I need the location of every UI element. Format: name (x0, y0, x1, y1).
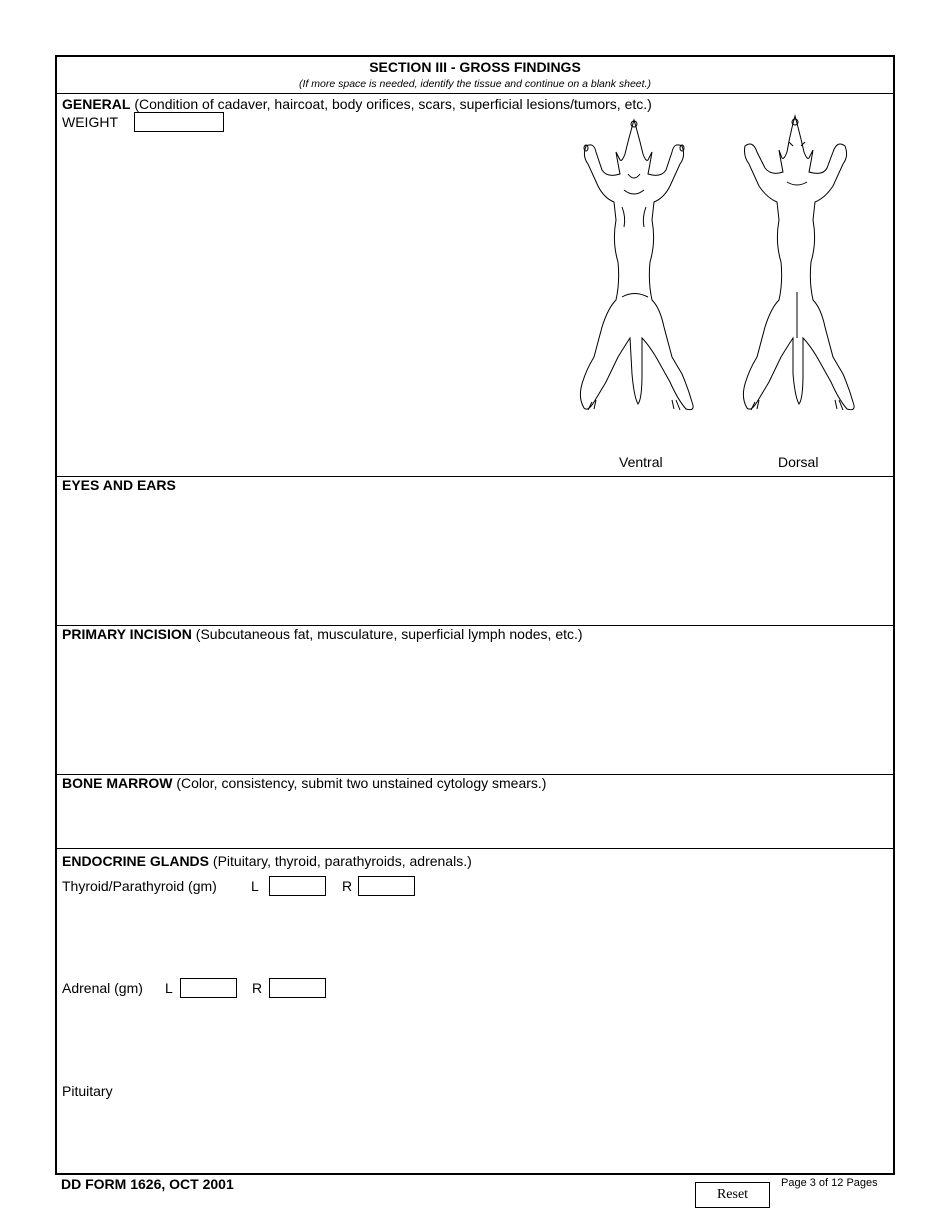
ventral-body-diagram (572, 112, 717, 417)
gross-findings-form (55, 55, 895, 1175)
page-number: Page 3 of 12 Pages (781, 1177, 878, 1189)
endocrine-section[interactable] (57, 849, 893, 1175)
bone-marrow-label (62, 775, 546, 791)
adrenal-label: Adrenal (gm) (62, 980, 143, 996)
eyes-ears-section[interactable] (57, 477, 893, 626)
primary-incision-detail: (Subcutaneous fat, musculature, superficial lymph nodes, etc.) (195, 626, 583, 642)
thyroid-left-label: L (251, 878, 259, 894)
thyroid-right-field[interactable] (358, 876, 415, 896)
ventral-caption: Ventral (619, 454, 663, 470)
primary-incision-label (62, 626, 583, 642)
endocrine-label (62, 853, 472, 869)
adrenal-right-field[interactable] (269, 978, 326, 998)
adrenal-right-label: R (252, 980, 263, 996)
eyes-ears-heading: EYES AND EARS (62, 477, 176, 493)
section-title: SECTION III - GROSS FINDINGS (369, 59, 581, 75)
primary-incision-heading: PRIMARY INCISION (62, 626, 192, 642)
section-subtitle: (If more space is needed, identify the tissue and continue on a blank sheet.) (299, 78, 651, 90)
weight-field[interactable] (134, 112, 224, 132)
eyes-ears-label (62, 477, 176, 493)
thyroid-label: Thyroid/Parathyroid (gm) (62, 878, 217, 894)
general-heading: GENERAL (62, 96, 131, 112)
section-header (57, 57, 893, 94)
bone-marrow-section[interactable] (57, 775, 893, 849)
adrenal-left-field[interactable] (180, 978, 237, 998)
thyroid-right-label: R (342, 878, 353, 894)
pituitary-label: Pituitary (62, 1083, 113, 1099)
general-detail: (Condition of cadaver, haircoat, body orifices, scars, superficial lesions/tumors, etc.) (134, 96, 652, 112)
general-section[interactable] (57, 94, 893, 477)
endocrine-detail: (Pituitary, thyroid, parathyroids, adrenals.) (212, 853, 472, 869)
bone-marrow-heading: BONE MARROW (62, 775, 173, 791)
dorsal-body-diagram (737, 112, 882, 417)
reset-button[interactable]: Reset (695, 1182, 770, 1208)
thyroid-left-field[interactable] (269, 876, 326, 896)
form-identifier: DD FORM 1626, OCT 2001 (61, 1176, 234, 1192)
general-label (62, 96, 652, 112)
dorsal-caption: Dorsal (778, 454, 819, 470)
primary-incision-section[interactable] (57, 626, 893, 775)
endocrine-heading: ENDOCRINE GLANDS (62, 853, 210, 869)
bone-marrow-detail: (Color, consistency, submit two unstained cytology smears.) (176, 775, 547, 791)
weight-label: WEIGHT (62, 114, 118, 130)
adrenal-left-label: L (165, 980, 173, 996)
